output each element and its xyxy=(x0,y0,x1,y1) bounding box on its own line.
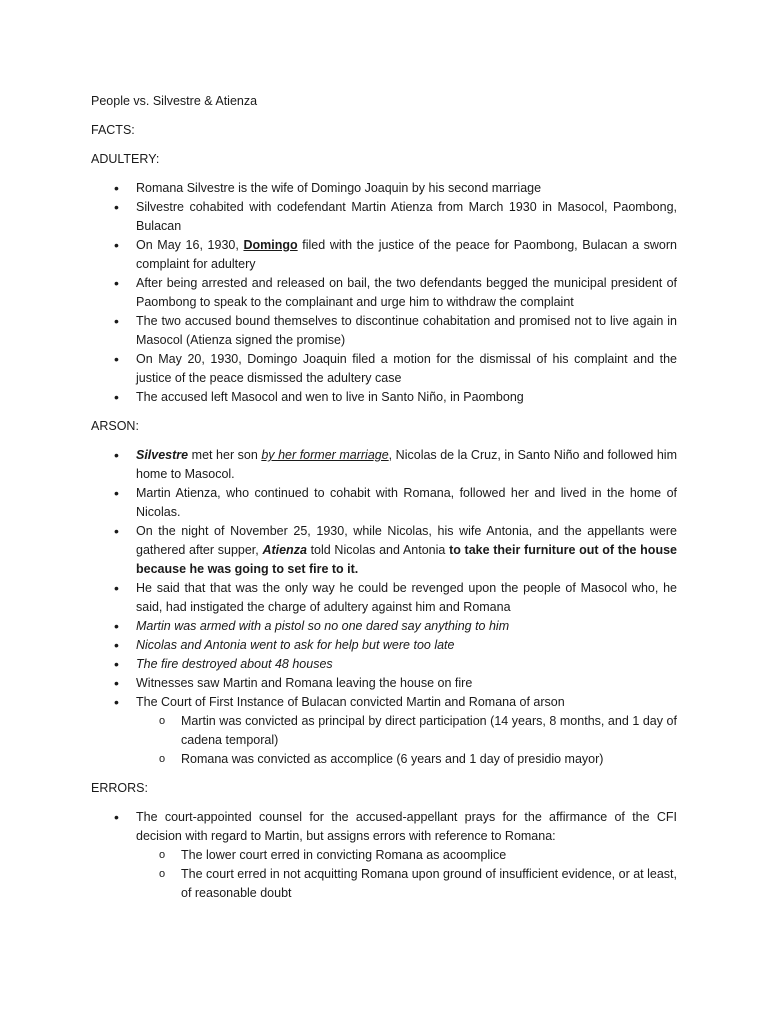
sub-list-item: o Martin was convicted as principal by direct participation (14 years, 8 months, and 1 day of cadena temporal) xyxy=(136,712,677,750)
adultery-list xyxy=(91,179,677,407)
page-title: People vs. Silvestre & Atienza xyxy=(91,94,258,108)
list-item: • The fire destroyed about 48 houses xyxy=(91,655,677,674)
list-item: • The two accused bound themselves to discontinue cohabitation and promised not to live again in Masocol (Atienza signed the promise) xyxy=(91,312,677,350)
sub-list-item: o The lower court erred in convicting Romana as acoomplice xyxy=(136,846,677,865)
conviction-sublist xyxy=(136,712,677,769)
errors-list xyxy=(91,808,677,903)
facts-heading: FACTS: xyxy=(91,123,135,137)
sub-list-item: o Romana was convicted as accomplice (6 years and 1 day of presidio mayor) xyxy=(136,750,677,769)
list-item: • The accused left Masocol and wen to live in Santo Niño, in Paombong xyxy=(91,388,677,407)
errors-heading: ERRORS: xyxy=(91,781,148,795)
errors-sublist xyxy=(136,846,677,903)
list-item: • Martin Atienza, who continued to cohabit with Romana, followed her and lived in the home of Nicolas. xyxy=(91,484,677,522)
arson-heading: ARSON: xyxy=(91,419,139,433)
list-item: • The Court of First Instance of Bulacan convicted Martin and Romana of arson o Martin was convicted as principal by direct participation (14 years, 8 months, and 1 day of cadena temporal) o Romana was convicted as accomplice (6 years and 1 day of presidio mayor) xyxy=(91,693,677,769)
list-item: • On May 20, 1930, Domingo Joaquin filed a motion for the dismissal of his complaint and the justice of the peace dismissed the adultery case xyxy=(91,350,677,388)
list-item: • Silvestre cohabited with codefendant Martin Atienza from March 1930 in Masocol, Paombong, Bulacan xyxy=(91,198,677,236)
list-item: • Silvestre met her son by her former marriage, Nicolas de la Cruz, in Santo Niño and followed him home to Masocol. xyxy=(91,446,677,484)
sub-list-item: o The court erred in not acquitting Romana upon ground of insufficient evidence, or at least, of reasonable doubt xyxy=(136,865,677,903)
list-item: • Martin was armed with a pistol so no one dared say anything to him xyxy=(91,617,677,636)
adultery-heading: ADULTERY: xyxy=(91,152,160,166)
list-item: • On the night of November 25, 1930, while Nicolas, his wife Antonia, and the appellants were gathered after supper, Atienza told Nicolas and Antonia to take their furniture out of the house because he was going to set fire to it. xyxy=(91,522,677,579)
list-item: • Witnesses saw Martin and Romana leaving the house on fire xyxy=(91,674,677,693)
list-item: • The court-appointed counsel for the accused-appellant prays for the affirmance of the CFI decision with regard to Martin, but assigns errors with reference to Romana: o The lower court erred in convicting Romana as acoomplice o The court erred in not acquitting Romana upon ground of insufficient evidence, or at least, of reasonable doubt xyxy=(91,808,677,903)
list-item: • On May 16, 1930, Domingo filed with the justice of the peace for Paombong, Bulacan a sworn complaint for adultery xyxy=(91,236,677,274)
list-item: • After being arrested and released on bail, the two defendants begged the municipal president of Paombong to speak to the complainant and urge him to withdraw the complaint xyxy=(91,274,677,312)
arson-list xyxy=(91,446,677,769)
list-item: • Nicolas and Antonia went to ask for help but were too late xyxy=(91,636,677,655)
list-item: • Romana Silvestre is the wife of Domingo Joaquin by his second marriage xyxy=(91,179,677,198)
list-item: • He said that that was the only way he could be revenged upon the people of Masocol who, he said, had instigated the charge of adultery against him and Romana xyxy=(91,579,677,617)
